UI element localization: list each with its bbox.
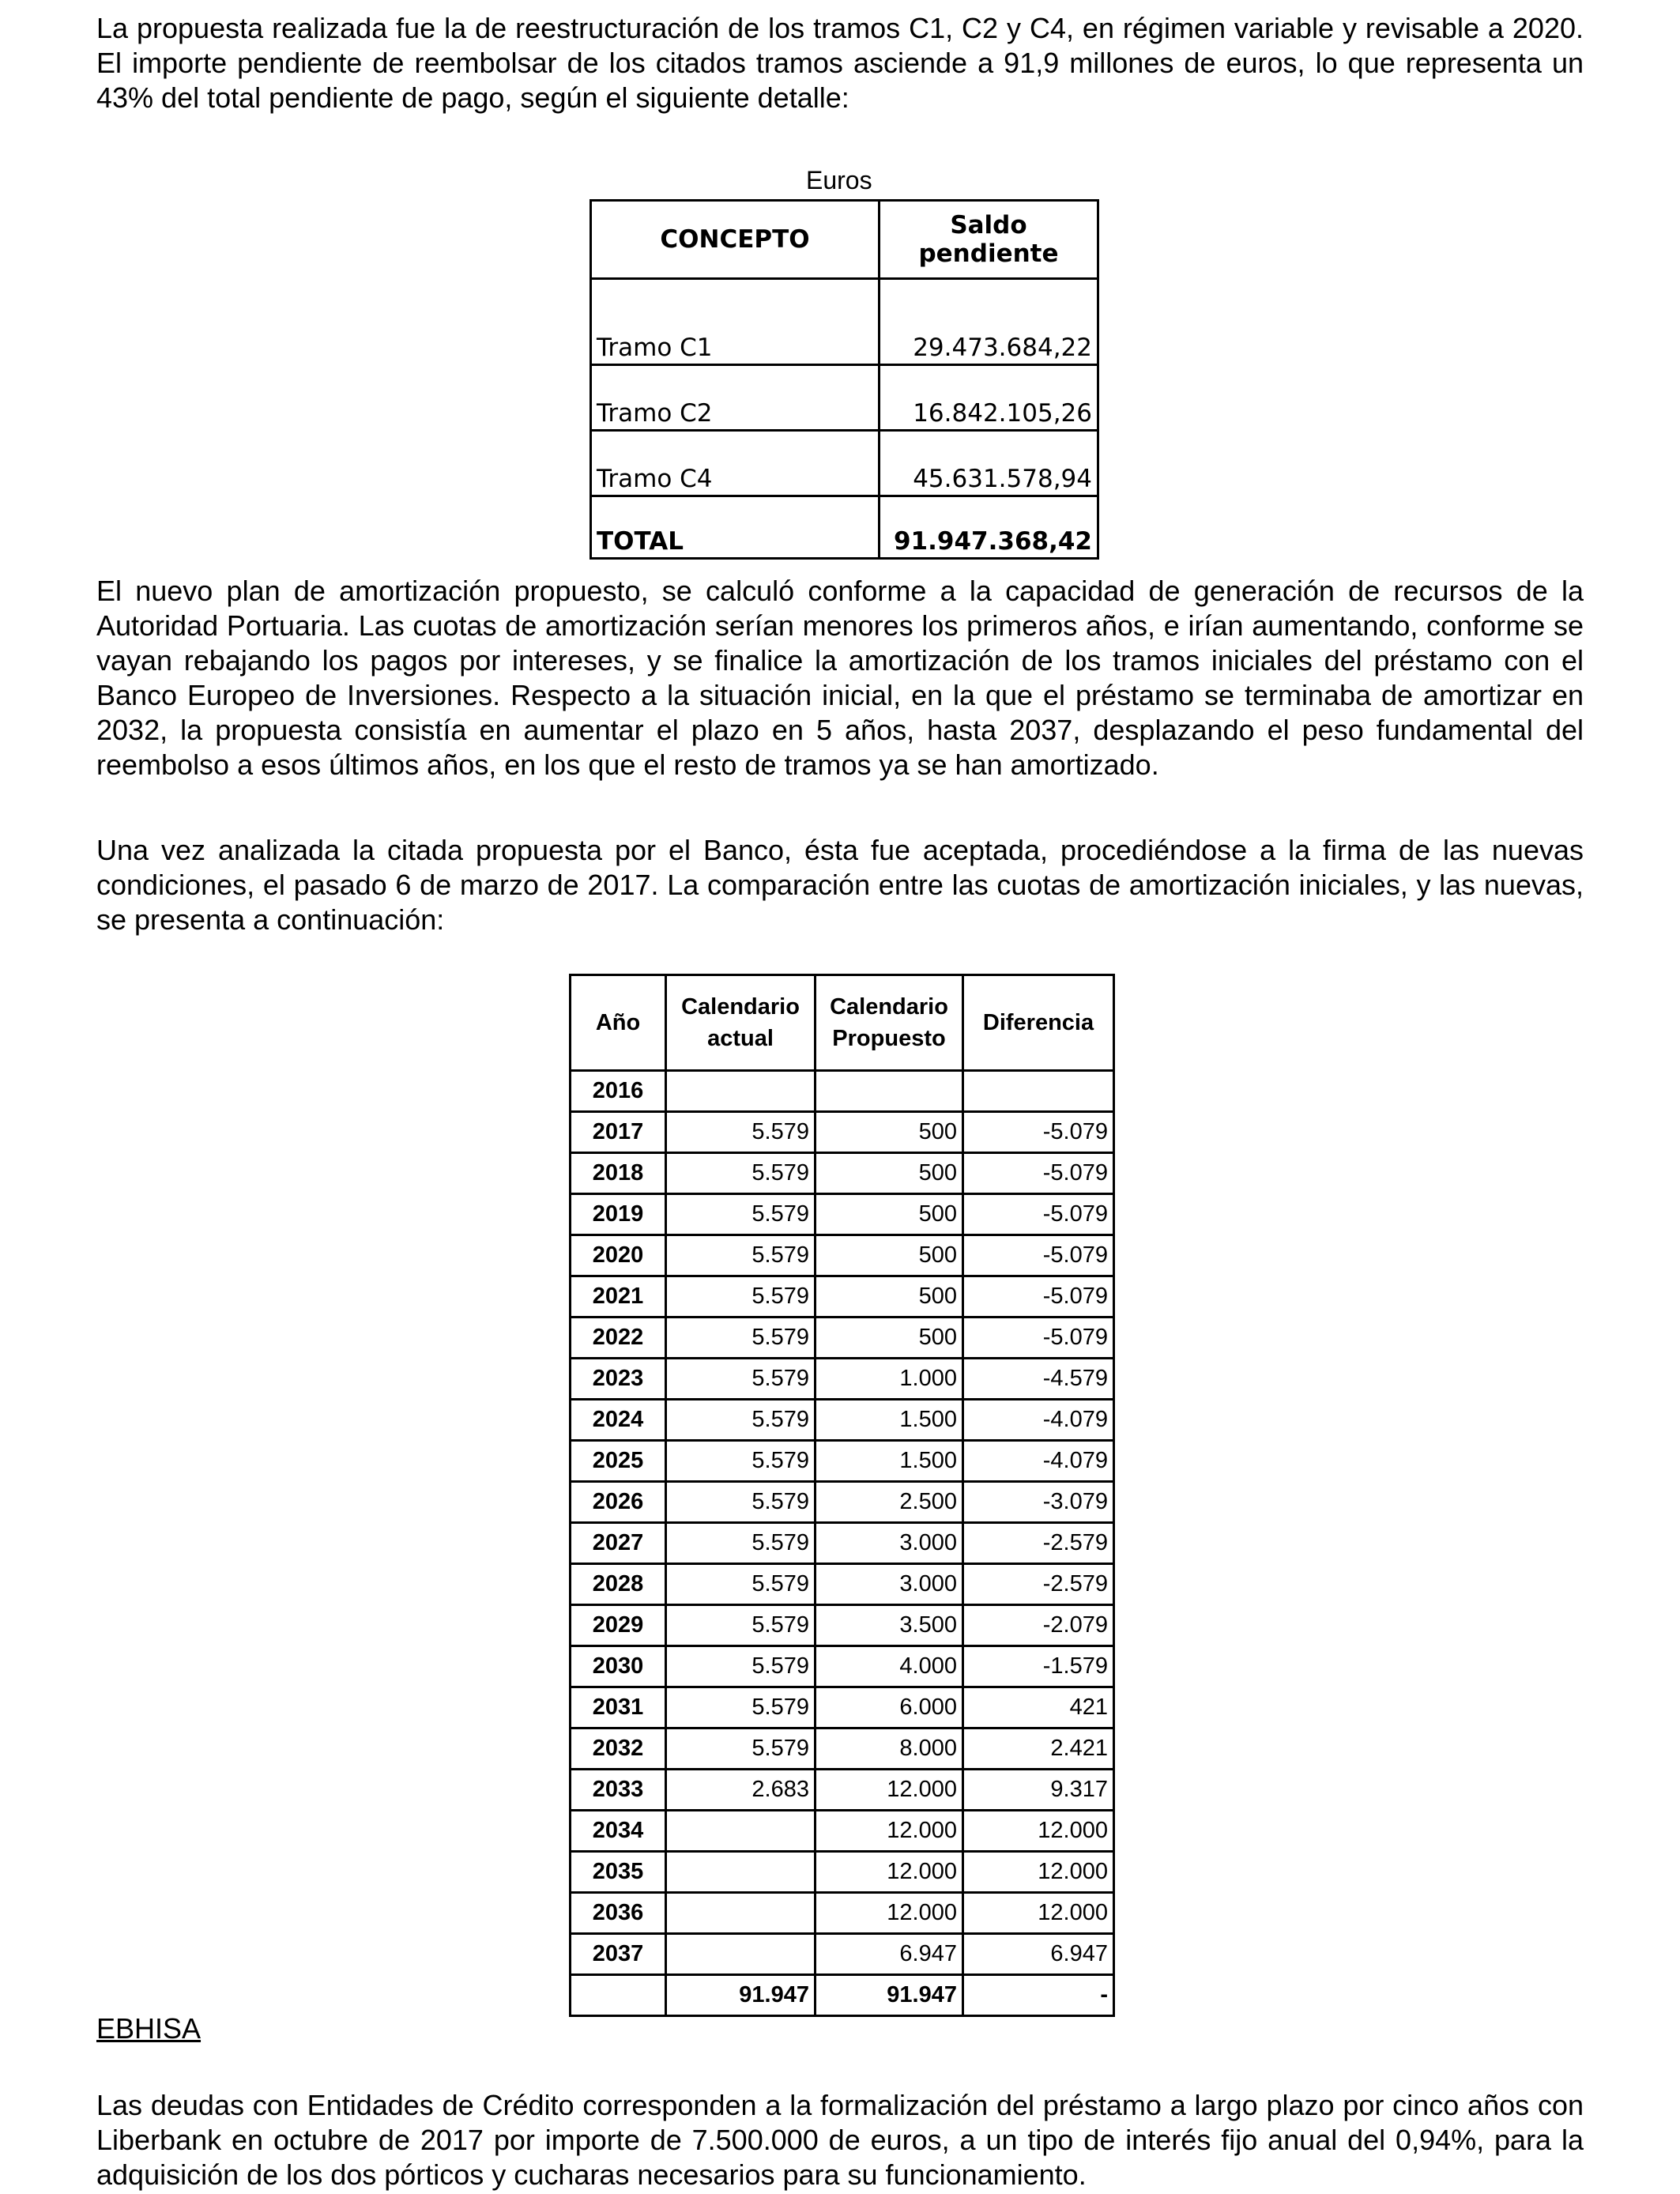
year-cell: 2025 [571, 1441, 666, 1482]
table-row [591, 431, 1098, 496]
year-cell [571, 1975, 666, 2016]
proposed-cell: 1.000 [816, 1359, 963, 1400]
difference-cell: -2.579 [963, 1523, 1114, 1564]
table-row [571, 1934, 1114, 1975]
proposed-cell: 1.500 [816, 1400, 963, 1441]
difference-cell: 12.000 [963, 1893, 1114, 1934]
column-header-saldo: Saldo pendiente [880, 201, 1098, 279]
proposed-cell: 4.000 [816, 1646, 963, 1687]
table-row [571, 1893, 1114, 1934]
table-row [591, 279, 1098, 365]
year-cell: 2022 [571, 1318, 666, 1359]
proposed-cell: 500 [816, 1235, 963, 1276]
year-cell: 2021 [571, 1276, 666, 1318]
current-cell: 5.579 [666, 1112, 816, 1153]
concept-cell: Tramo C2 [591, 365, 880, 431]
difference-cell: 9.317 [963, 1770, 1114, 1811]
year-cell: 2019 [571, 1194, 666, 1235]
difference-cell: -5.079 [963, 1153, 1114, 1194]
table-row [591, 365, 1098, 431]
current-cell: 5.579 [666, 1605, 816, 1646]
year-cell: 2034 [571, 1811, 666, 1852]
concept-cell: TOTAL [591, 496, 880, 559]
pending-balance-table [590, 199, 1099, 560]
table-row [571, 1400, 1114, 1441]
difference-cell: -4.079 [963, 1441, 1114, 1482]
table-row [571, 1728, 1114, 1770]
difference-cell: 2.421 [963, 1728, 1114, 1770]
current-cell: 91.947 [666, 1975, 816, 2016]
proposed-cell: 12.000 [816, 1852, 963, 1893]
table-row [571, 1646, 1114, 1687]
intro-paragraph: La propuesta realizada fue la de reestructuración de los tramos C1, C2 y C4, en régimen variable y revisable a 2020. El importe pendiente de reembolsar de los citados tramos asciende a 91,9 millones de euros, lo que representa un 43% del total pendiente de pago, según el siguiente detalle: [96, 12, 1584, 114]
difference-cell: 421 [963, 1687, 1114, 1728]
difference-cell: -5.079 [963, 1194, 1114, 1235]
table-row [571, 1153, 1114, 1194]
year-cell: 2017 [571, 1112, 666, 1153]
proposed-cell: 6.000 [816, 1687, 963, 1728]
table-row [571, 1564, 1114, 1605]
proposed-cell: 91.947 [816, 1975, 963, 2016]
proposed-cell: 2.500 [816, 1482, 963, 1523]
current-cell [666, 1852, 816, 1893]
difference-cell: -3.079 [963, 1482, 1114, 1523]
difference-cell: -2.079 [963, 1605, 1114, 1646]
proposed-cell: 12.000 [816, 1770, 963, 1811]
proposed-cell [816, 1071, 963, 1112]
year-cell: 2024 [571, 1400, 666, 1441]
proposed-cell: 3.000 [816, 1564, 963, 1605]
table-row [571, 1811, 1114, 1852]
column-header-difference: Diferencia [963, 975, 1114, 1071]
difference-cell: 12.000 [963, 1852, 1114, 1893]
table-row [571, 1194, 1114, 1235]
comparison-paragraph: Una vez analizada la citada propuesta por el Banco, ésta fue aceptada, procediéndose a la firma de las nuevas condiciones, el pasado 6 de marzo de 2017. La comparación entre las cuotas de amortización iniciales, y las nuevas, se presenta a continuación: [96, 834, 1584, 936]
year-cell: 2016 [571, 1071, 666, 1112]
difference-cell [963, 1071, 1114, 1112]
section-heading: EBHISA [96, 2012, 202, 2045]
balance-cell: 91.947.368,42 [880, 496, 1098, 559]
current-cell: 5.579 [666, 1276, 816, 1318]
difference-cell: -5.079 [963, 1318, 1114, 1359]
current-cell: 5.579 [666, 1153, 816, 1194]
current-cell: 5.579 [666, 1646, 816, 1687]
year-cell: 2028 [571, 1564, 666, 1605]
table-row-total [571, 1975, 1114, 2016]
balance-cell: 16.842.105,26 [880, 365, 1098, 431]
difference-cell: - [963, 1975, 1114, 2016]
table-row [571, 1071, 1114, 1112]
concept-cell: Tramo C4 [591, 431, 880, 496]
year-cell: 2032 [571, 1728, 666, 1770]
column-header-concepto: CONCEPTO [591, 201, 880, 279]
proposed-cell: 500 [816, 1276, 963, 1318]
difference-cell: -1.579 [963, 1646, 1114, 1687]
column-header-current: Calendario actual [666, 975, 816, 1071]
year-cell: 2035 [571, 1852, 666, 1893]
current-cell [666, 1071, 816, 1112]
difference-cell: -4.579 [963, 1359, 1114, 1400]
table-row [571, 1441, 1114, 1482]
current-cell: 5.579 [666, 1728, 816, 1770]
table-row [571, 1318, 1114, 1359]
table-row [571, 1687, 1114, 1728]
difference-cell: -2.579 [963, 1564, 1114, 1605]
amortization-comparison-table [569, 974, 1115, 2017]
difference-cell: -5.079 [963, 1235, 1114, 1276]
current-cell: 5.579 [666, 1441, 816, 1482]
current-cell: 5.579 [666, 1523, 816, 1564]
year-cell: 2026 [571, 1482, 666, 1523]
balance-cell: 29.473.684,22 [880, 279, 1098, 365]
current-cell: 5.579 [666, 1194, 816, 1235]
year-cell: 2029 [571, 1605, 666, 1646]
current-cell: 5.579 [666, 1359, 816, 1400]
current-cell [666, 1811, 816, 1852]
proposed-cell: 500 [816, 1153, 963, 1194]
difference-cell: -4.079 [963, 1400, 1114, 1441]
proposed-cell: 12.000 [816, 1893, 963, 1934]
table-row [571, 1112, 1114, 1153]
year-cell: 2031 [571, 1687, 666, 1728]
proposed-cell: 500 [816, 1112, 963, 1153]
column-header-proposed: Calendario Propuesto [816, 975, 963, 1071]
proposed-cell: 8.000 [816, 1728, 963, 1770]
year-cell: 2023 [571, 1359, 666, 1400]
year-cell: 2036 [571, 1893, 666, 1934]
proposed-cell: 6.947 [816, 1934, 963, 1975]
difference-cell: 12.000 [963, 1811, 1114, 1852]
table-row-total [591, 496, 1098, 559]
current-cell: 5.579 [666, 1318, 816, 1359]
proposed-cell: 3.000 [816, 1523, 963, 1564]
current-cell: 5.579 [666, 1235, 816, 1276]
current-cell: 5.579 [666, 1687, 816, 1728]
current-cell: 5.579 [666, 1482, 816, 1523]
table-row [571, 1605, 1114, 1646]
current-cell [666, 1893, 816, 1934]
proposed-cell: 500 [816, 1318, 963, 1359]
difference-cell: -5.079 [963, 1112, 1114, 1153]
current-cell: 2.683 [666, 1770, 816, 1811]
balance-cell: 45.631.578,94 [880, 431, 1098, 496]
year-cell: 2033 [571, 1770, 666, 1811]
table-row [571, 1359, 1114, 1400]
year-cell: 2018 [571, 1153, 666, 1194]
liberbank-paragraph: Las deudas con Entidades de Crédito corresponden a la formalización del préstamo a largo plazo por cinco años con Liberbank en octubre de 2017 por importe de 7.500.000 de euros, a un tipo de interés fijo anual del 0,94%, para la adquisición de los dos pórticos y cucharas necesarios para su funcionamiento. [96, 2089, 1584, 2191]
table-row [571, 1523, 1114, 1564]
column-header-year: Año [571, 975, 666, 1071]
proposed-cell: 12.000 [816, 1811, 963, 1852]
difference-cell: -5.079 [963, 1276, 1114, 1318]
table-row [571, 1235, 1114, 1276]
proposed-cell: 500 [816, 1194, 963, 1235]
amortization-plan-paragraph: El nuevo plan de amortización propuesto, se calculó conforme a la capacidad de generación de recursos de la Autoridad Portuaria. Las cuotas de amortización serían menores los primeros años, e irían aumentando, conforme se vayan rebajando los pagos por intereses, y se finalice la amortización de los tramos iniciales del préstamo con el Banco Europeo de Inversiones. Respecto a la situación inicial, en la que el préstamo se terminaba de amortizar en 2032, la propuesta consistía en aumentar el plazo en 5 años, hasta 2037, desplazando el peso fundamental del reembolso a esos últimos años, en los que el resto de tramos ya se han amortizado. [96, 575, 1584, 781]
table-row [571, 1770, 1114, 1811]
year-cell: 2020 [571, 1235, 666, 1276]
year-cell: 2030 [571, 1646, 666, 1687]
year-cell: 2037 [571, 1934, 666, 1975]
current-cell: 5.579 [666, 1400, 816, 1441]
table-row [571, 1482, 1114, 1523]
current-cell: 5.579 [666, 1564, 816, 1605]
difference-cell: 6.947 [963, 1934, 1114, 1975]
current-cell [666, 1934, 816, 1975]
table-row [571, 1276, 1114, 1318]
table-caption-euros: Euros [806, 166, 872, 194]
concept-cell: Tramo C1 [591, 279, 880, 365]
proposed-cell: 3.500 [816, 1605, 963, 1646]
year-cell: 2027 [571, 1523, 666, 1564]
proposed-cell: 1.500 [816, 1441, 963, 1482]
table-row [571, 1852, 1114, 1893]
amortization-table-body [571, 1071, 1114, 2016]
